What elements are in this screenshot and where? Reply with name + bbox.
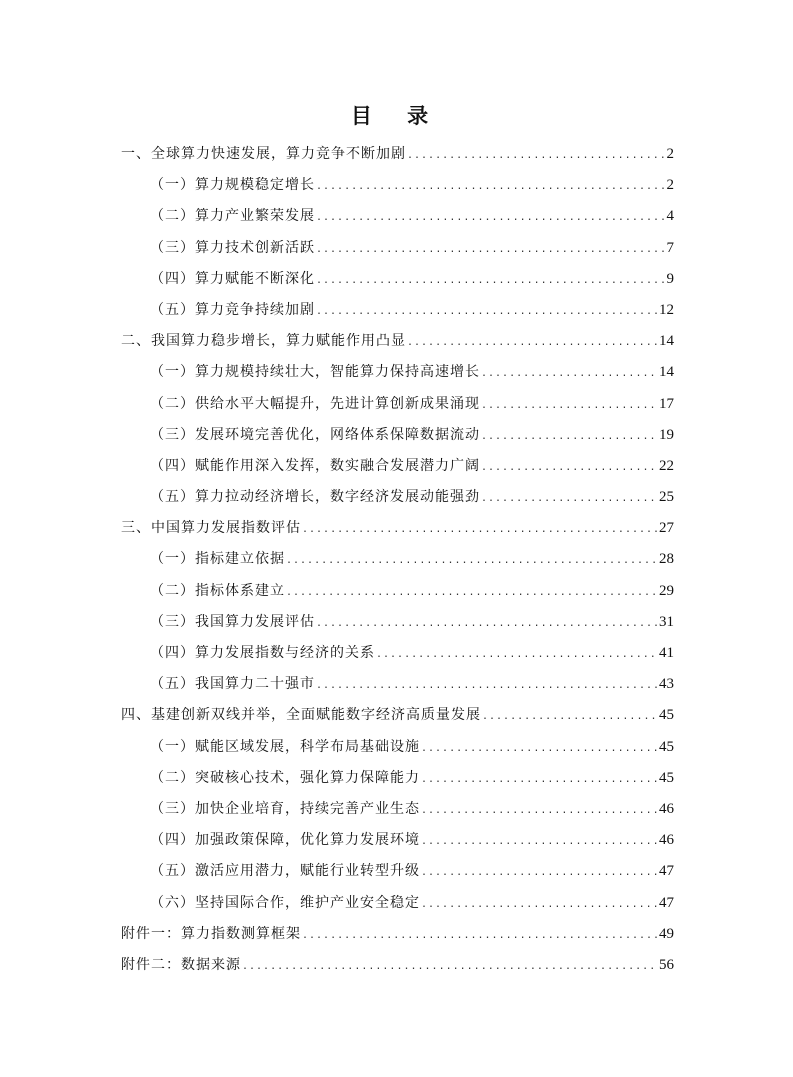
dot-leader [302,514,658,545]
dot-leader [481,358,658,389]
dot-leader [481,421,658,452]
toc-page-number: 45 [659,707,674,724]
table-of-contents [121,139,674,981]
dot-leader [316,265,666,296]
toc-section-entry[interactable] [121,888,674,919]
toc-page-number: 28 [659,551,674,568]
toc-page-number: 14 [659,364,674,381]
dot-leader [481,390,658,421]
toc-chapter-entry[interactable] [121,513,674,544]
dot-leader [481,452,658,483]
dot-leader [481,483,658,514]
dot-leader [421,889,658,920]
toc-entry-title: （四）算力赋能不断深化 [150,270,315,287]
toc-entry-title: （五）激活应用潜力，赋能行业转型升级 [150,863,420,880]
toc-section-entry[interactable] [121,420,674,451]
toc-section-entry[interactable] [121,233,674,264]
toc-page-number: 9 [666,270,674,287]
toc-chapter-entry[interactable] [121,950,674,981]
toc-page-number: 29 [659,582,674,599]
toc-page-number: 47 [659,894,674,911]
dot-leader [407,327,658,358]
toc-entry-title: （三）我国算力发展评估 [150,613,315,630]
dot-leader [316,202,666,233]
toc-page-number: 45 [659,738,674,755]
toc-section-entry[interactable] [121,607,674,638]
toc-entry-title: （六）坚持国际合作，维护产业安全稳定 [150,894,420,911]
toc-section-entry[interactable] [121,856,674,887]
toc-entry-title: （一）算力规模持续壮大，智能算力保持高速增长 [150,364,480,381]
toc-page-number: 25 [659,489,674,506]
toc-entry-title: （五）我国算力二十强市 [150,676,315,693]
toc-entry-title: （一）算力规模稳定增长 [150,177,315,194]
toc-page-number: 56 [659,956,674,973]
toc-page-number: 2 [666,146,674,162]
dot-leader [286,545,658,576]
toc-section-entry[interactable] [121,451,674,482]
toc-page-number: 45 [659,769,674,786]
toc-section-entry[interactable] [121,794,674,825]
toc-entry-title: （五）算力竞争持续加剧 [150,301,315,318]
toc-chapter-entry[interactable] [121,139,674,170]
toc-entry-title: （二）指标体系建立 [150,582,285,599]
dot-leader [421,795,658,826]
toc-page-number: 19 [659,426,674,443]
toc-page-number: 12 [659,301,674,318]
toc-section-entry[interactable] [121,170,674,201]
toc-section-entry[interactable] [121,389,674,420]
toc-section-entry[interactable] [121,669,674,700]
toc-page-number: 7 [666,239,674,256]
page-title: 目 录 [350,104,443,128]
dot-leader [316,296,658,327]
toc-entry-title: （三）算力技术创新活跃 [150,239,315,256]
toc-page-number: 46 [659,800,674,817]
toc-entry-title: （一）赋能区域发展，科学布局基础设施 [150,738,420,755]
dot-leader [421,764,658,795]
toc-entry-title: （三）发展环境完善优化，网络体系保障数据流动 [150,426,480,443]
toc-entry-title: （五）算力拉动经济增长，数字经济发展动能强劲 [150,489,480,506]
toc-entry-title: （一）指标建立依据 [150,551,285,568]
dot-leader [407,140,666,171]
toc-entry-title: 附件一：算力指数测算框架 [121,925,301,942]
dot-leader [286,577,658,608]
toc-entry-title: 二、我国算力稳步增长，算力赋能作用凸显 [121,333,406,350]
toc-section-entry[interactable] [121,357,674,388]
toc-page-number: 31 [659,613,674,630]
toc-section-entry[interactable] [121,825,674,856]
toc-section-entry[interactable] [121,482,674,513]
toc-section-entry[interactable] [121,544,674,575]
toc-section-entry[interactable] [121,201,674,232]
toc-entry-title: 四、基建创新双线并举，全面赋能数字经济高质量发展 [121,707,481,724]
toc-page-number: 17 [659,395,674,412]
toc-chapter-entry[interactable] [121,919,674,950]
dot-leader [302,920,658,951]
toc-section-entry[interactable] [121,638,674,669]
dot-leader [376,639,658,670]
toc-entry-title: （四）加强政策保障，优化算力发展环境 [150,832,420,849]
toc-entry-title: （二）供给水平大幅提升，先进计算创新成果涌现 [150,395,480,412]
toc-chapter-entry[interactable] [121,326,674,357]
dot-leader [316,234,666,265]
toc-section-entry[interactable] [121,295,674,326]
toc-entry-title: 三、中国算力发展指数评估 [121,520,301,537]
toc-entry-title: 一、全球算力快速发展，算力竞争不断加剧 [121,146,406,162]
dot-leader [316,608,658,639]
toc-page-number: 41 [659,645,674,661]
toc-page-number: 49 [659,925,674,942]
toc-entry-title: （二）突破核心技术，强化算力保障能力 [150,769,420,786]
toc-section-entry[interactable] [121,763,674,794]
toc-page-number: 14 [659,333,674,350]
toc-page-number: 47 [659,863,674,880]
toc-entry-title: （四）算力发展指数与经济的关系 [150,645,375,661]
dot-leader [421,733,658,764]
dot-leader [421,857,658,888]
toc-page-number: 4 [666,208,674,225]
toc-entry-title: （四）赋能作用深入发挥，数实融合发展潜力广阔 [150,457,480,474]
toc-page-number: 43 [659,676,674,693]
toc-page-number: 46 [659,832,674,849]
toc-page-number: 2 [666,177,674,194]
toc-chapter-entry[interactable] [121,700,674,731]
dot-leader [316,670,658,701]
toc-entry-title: 附件二：数据来源 [121,956,241,973]
dot-leader [421,826,658,857]
dot-leader [242,951,658,982]
toc-entry-title: （二）算力产业繁荣发展 [150,208,315,225]
toc-section-entry[interactable] [121,264,674,295]
toc-page-number: 27 [659,520,674,537]
toc-page-number: 22 [659,457,674,474]
toc-entry-title: （三）加快企业培育，持续完善产业生态 [150,800,420,817]
toc-section-entry[interactable] [121,732,674,763]
dot-leader [482,701,658,732]
toc-section-entry[interactable] [121,576,674,607]
dot-leader [316,171,666,202]
